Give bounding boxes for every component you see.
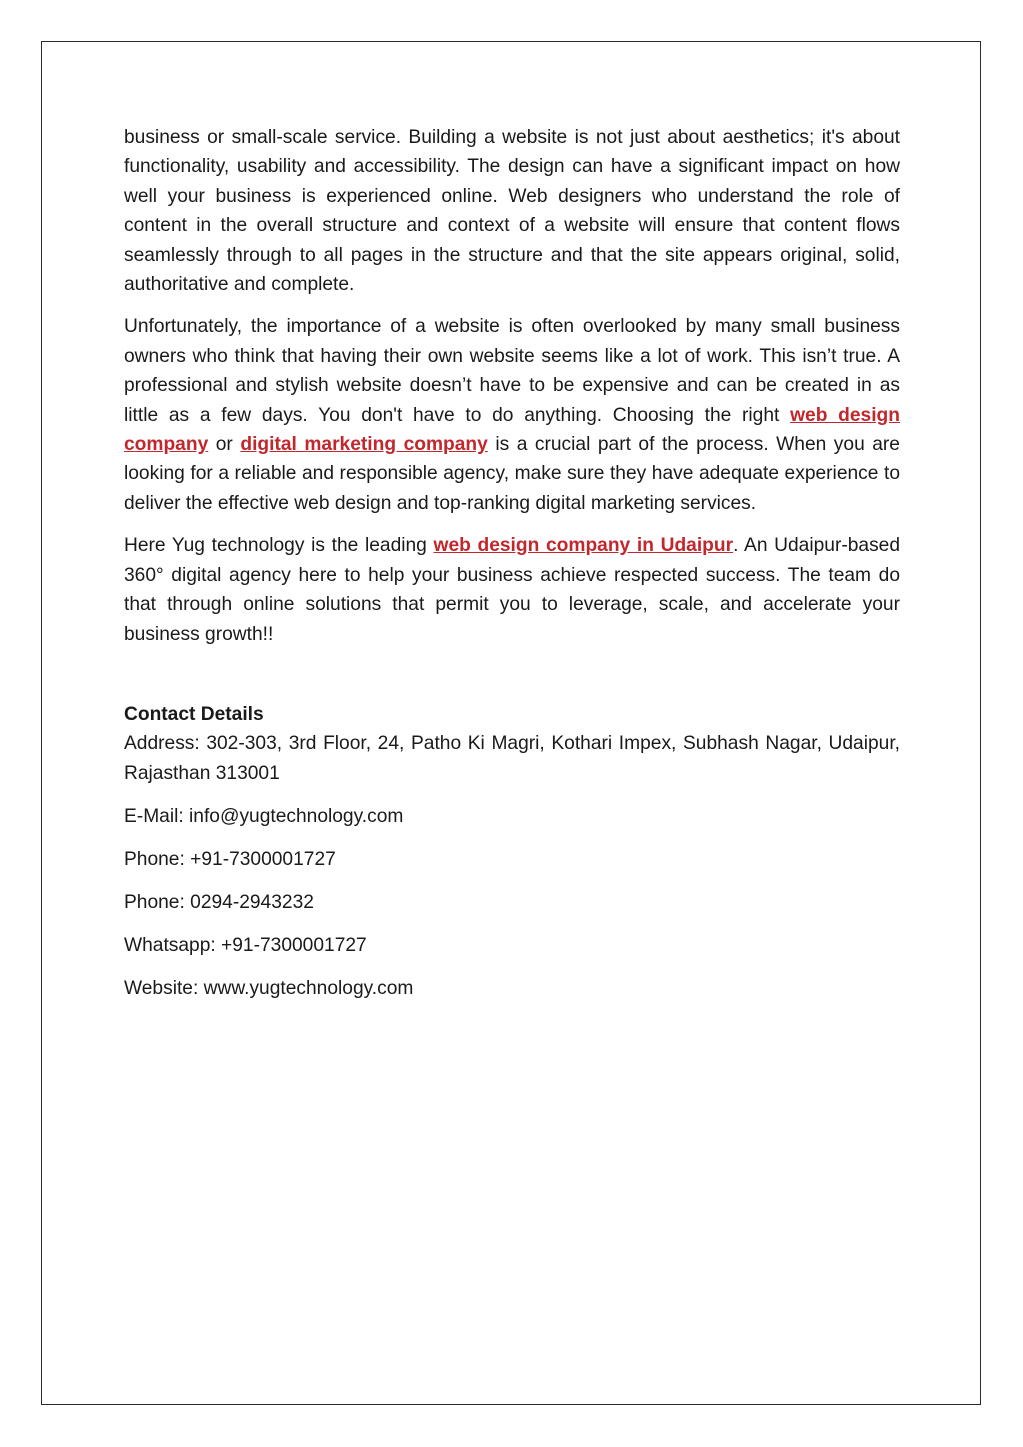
contact-details-heading: Contact Details [124,703,264,725]
paragraph-text: Here Yug technology is the leading [124,535,434,557]
paragraph-website-importance: business or small-scale service. Building a website is not just about aesthetics; it's about functionality, usability and accessibility. The design can have a significant impact on how well your business is experienced online. Web designers who understand the role of content in the overall structure and context of a website will ensure that content flows seamlessly through to all pages in the structure and that the site appears original, solid, authoritative and complete. [124,127,900,296]
document-body [124,123,900,1017]
paragraph-yug-technology [124,531,900,649]
contact-phone-mobile: Phone: +91-7300001727 [124,848,336,870]
contact-website: Website: www.yugtechnology.com [124,977,414,999]
paragraph-text: . An Udaipur-based 360° digital agency here to help your business achieve respected success. The team do that through online solutions that permit you to leverage, scale, and accelerate your business growth!! [124,535,901,645]
paragraph-text: is a crucial part of the process. When you are looking for a reliable and responsible agency, make sure they have adequate experience to deliver the effective web design and top-ranking digital marketing services. [124,434,900,514]
paragraph-text: or [208,434,241,456]
digital-marketing-company-link[interactable]: digital marketing company [240,434,488,456]
contact-address: Address: 302-303, 3rd Floor, 24, Patho Ki Magri, Kothari Impex, Subhash Nagar, Udaipur, Rajasthan 313001 [124,733,900,784]
web-design-company-udaipur-link[interactable]: web design company in Udaipur [433,535,734,557]
paragraph-choosing-agency [124,312,900,518]
paragraph-text: Unfortunately, the importance of a website is often overlooked by many small business owners who think that having their own website seems like a lot of work. This isn’t true. A professional and stylish website doesn’t have to be expensive and can be created in as little as a few days. You don't have to do anything. Choosing the right [124,316,900,426]
contact-phone-landline: Phone: 0294-2943232 [124,891,314,913]
contact-email: E-Mail: info@yugtechnology.com [124,805,404,827]
contact-whatsapp: Whatsapp: +91-7300001727 [124,934,367,956]
web-design-company-link[interactable]: web design company [124,404,901,456]
